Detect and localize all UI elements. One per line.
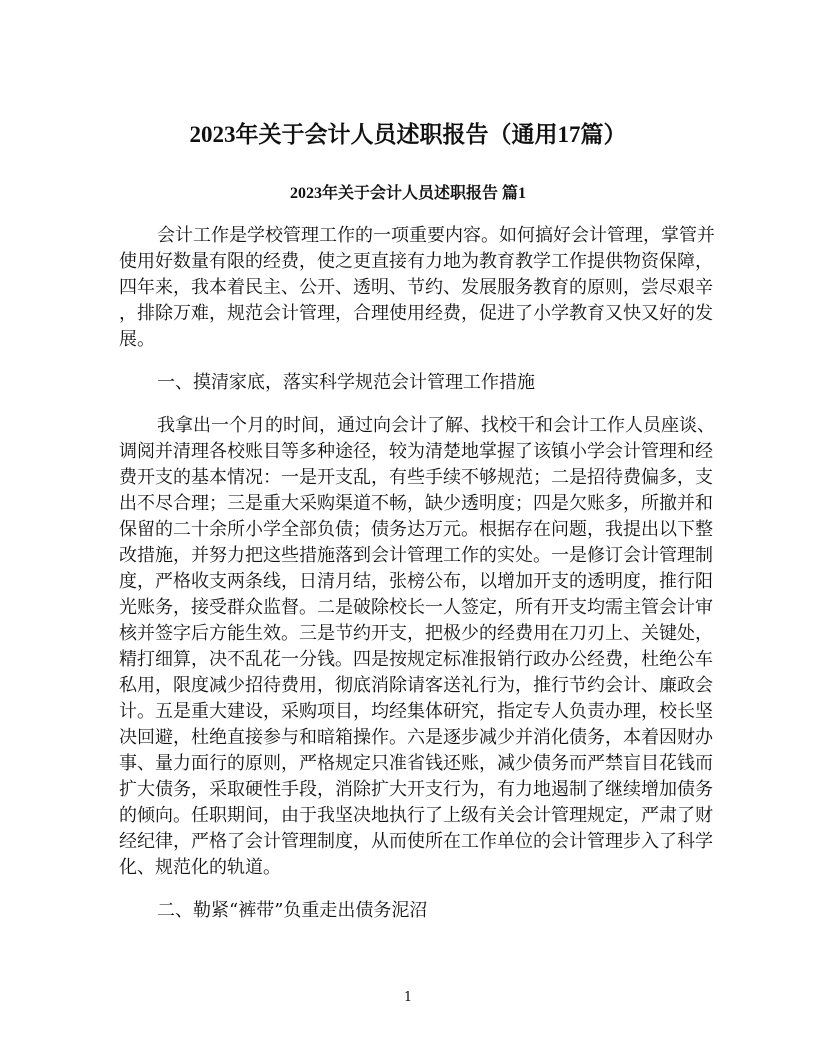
paragraph-line: 计。五是重大建设，采购项目，均经集体研究，指定专人负责办理，校长坚 <box>119 701 713 722</box>
paragraph-line: 核并签字后方能生效。三是节约开支，把极少的经费用在刀刃上、关键处， <box>119 623 713 644</box>
heading-text: 二、勒紧“裤带”负重走出债务泥沼 <box>157 900 428 921</box>
paragraph-line: 保留的二十余所小学全部负债；债务达万元。根据存在问题，我提出以下整 <box>119 519 713 540</box>
paragraph-line: 化、规范化的轨道。 <box>119 857 281 878</box>
paragraph-line: 调阅并清理各校账目等多种途径，较为清楚地掌握了该镇小学会计管理和经 <box>119 441 713 462</box>
paragraph-line: 四年来，我本着民主、公开、透明、节约、发展服务教育的原则，尝尽艰辛 <box>119 277 713 298</box>
document-title: 2023年关于会计人员述职报告（通用17篇） <box>189 122 627 147</box>
paragraph-line: 扩大债务，采取硬性手段，消除扩大开支行为，有力地遏制了继续增加债务 <box>119 779 713 800</box>
heading-section-1 <box>119 370 698 396</box>
paragraph-line: 改措施，并努力把这些措施落到会计管理工作的实处。一是修订会计管理制 <box>119 545 713 566</box>
paragraph-line: 经纪律，严格了会计管理制度，从而使所在工作单位的会计管理步入了科学 <box>119 831 713 852</box>
heading-section-2 <box>119 898 698 924</box>
paragraph-line: 展。 <box>119 329 155 350</box>
paragraph-line: 私用，限度减少招待费用，彻底消除请客送礼行为，推行节约会计、廉政会 <box>119 675 713 696</box>
paragraph-measures <box>119 413 715 881</box>
heading-text: 一、摸清家底，落实科学规范会计管理工作措施 <box>157 372 535 393</box>
paragraph-line: 会计工作是学校管理工作的一项重要内容。如何搞好会计管理，掌管并 <box>157 225 715 246</box>
paragraph-line: 决回避，杜绝直接参与和暗箱操作。六是逐步减少并消化债务，本着因财办 <box>119 727 713 748</box>
paragraph-line: ，排除万难，规范会计管理，合理使用经费，促进了小学教育又快又好的发 <box>119 303 713 324</box>
paragraph-line: 使用好数量有限的经费，使之更直接有力地为教育教学工作提供物资保障， <box>119 251 713 272</box>
paragraph-line: 我拿出一个月的时间，通过向会计了解、找校干和会计工作人员座谈、 <box>157 415 715 436</box>
paragraph-line: 度，严格收支两条线，日清月结，张榜公布，以增加开支的透明度，推行阳 <box>119 571 713 592</box>
paragraph-line: 事、量力面行的原则，严格规定只准省钱还账，减少债务而严禁盲目花钱而 <box>119 753 713 774</box>
paragraph-line: 费开支的基本情况：一是开支乱，有些手续不够规范；二是招待费偏多，支 <box>119 467 713 488</box>
paragraph-intro <box>119 223 715 353</box>
paragraph-line: 精打细算，决不乱花一分钱。四是按规定标准报销行政办公经费，杜绝公车 <box>119 649 713 670</box>
section-title: 2023年关于会计人员述职报告 篇1 <box>289 185 526 202</box>
paragraph-line: 的倾向。任职期间，由于我坚决地执行了上级有关会计管理规定，严肃了财 <box>119 805 713 826</box>
page-number: 1 <box>403 990 413 1005</box>
paragraph-line: 光账务，接受群众监督。二是破除校长一人签定，所有开支均需主管会计审 <box>119 597 713 618</box>
paragraph-line: 出不尽合理；三是重大采购渠道不畅，缺少透明度；四是欠账多，所撤并和 <box>119 493 713 514</box>
